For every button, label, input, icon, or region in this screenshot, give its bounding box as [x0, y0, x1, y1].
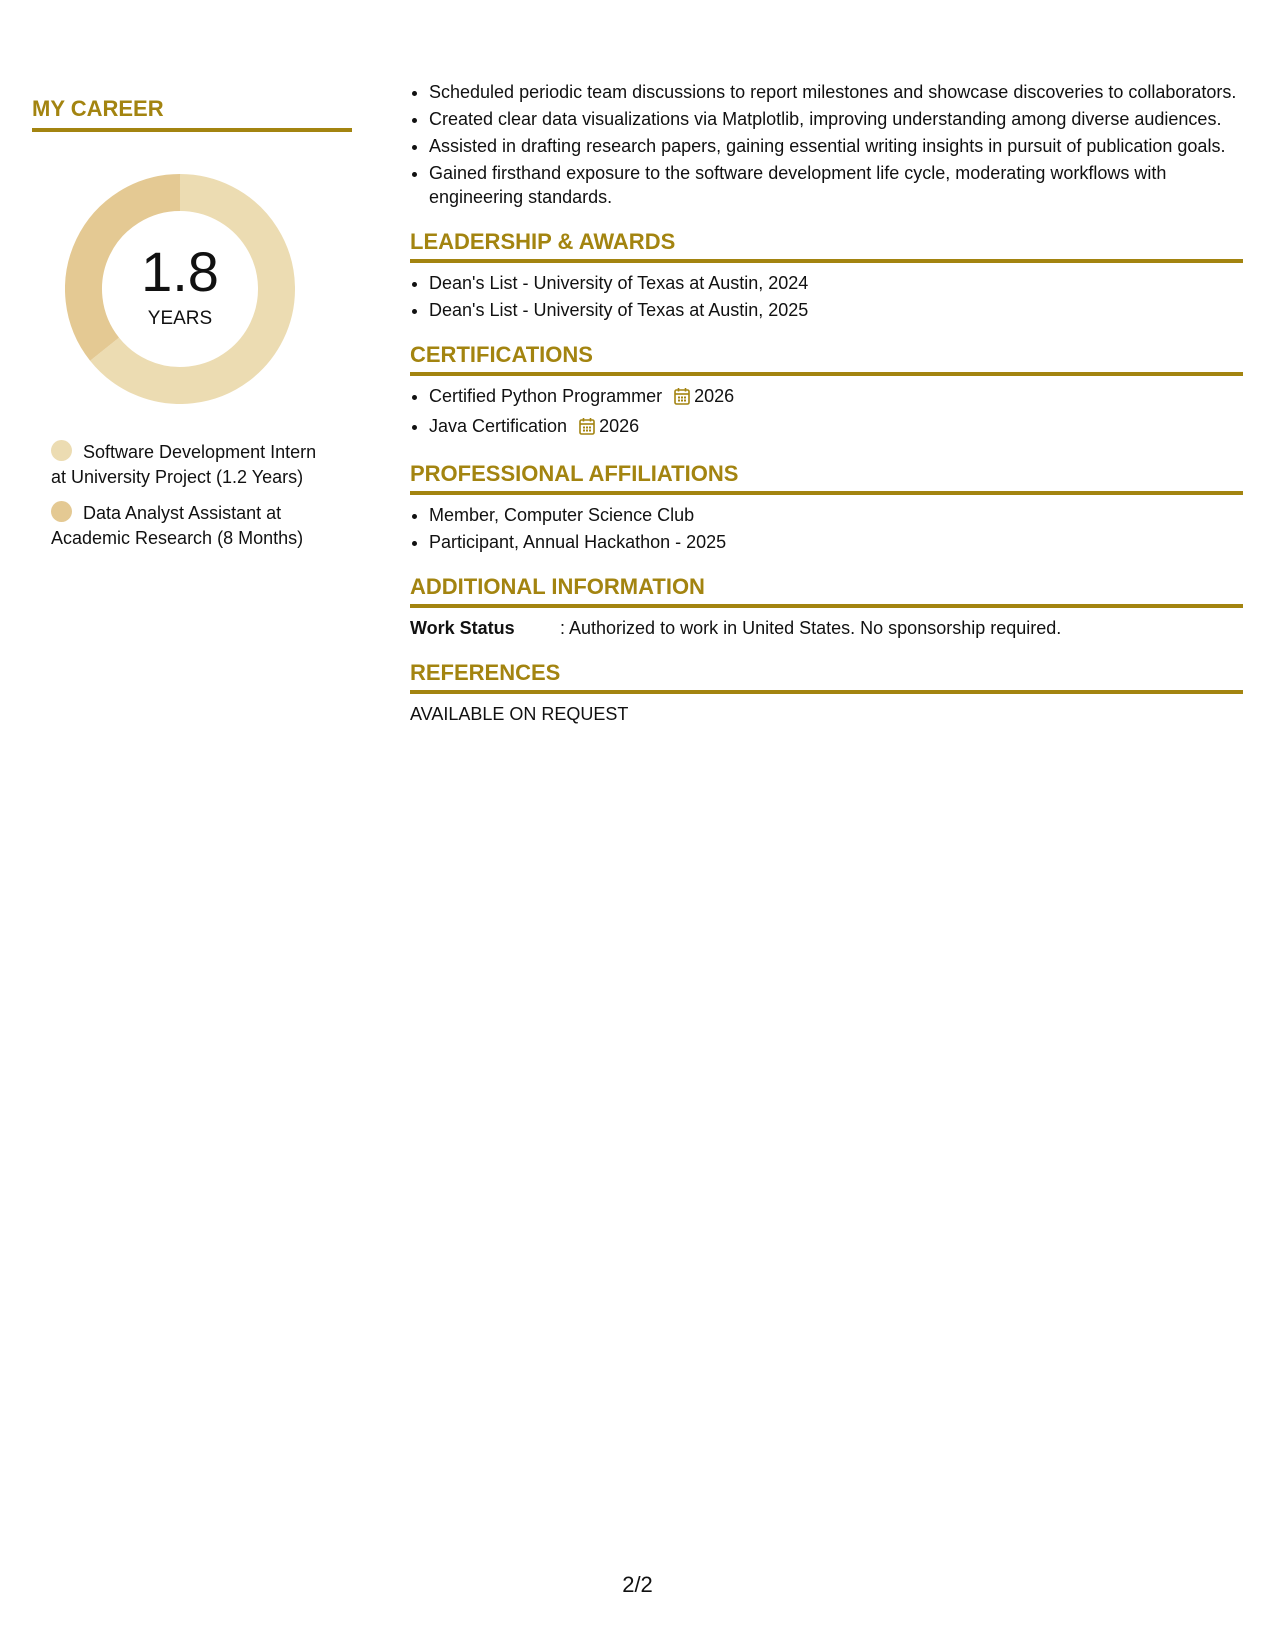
career-sidebar	[32, 96, 352, 562]
affiliation-item: • Participant, Annual Hackathon - 2025	[429, 530, 1243, 554]
total-years-value: 1.8	[141, 240, 219, 303]
certification-item	[429, 414, 1243, 441]
leadership-item: • Dean's List - University of Texas at Austin, 2024	[429, 271, 1243, 295]
certification-name: Certified Python Programmer	[429, 386, 663, 406]
legend-dot-icon	[51, 440, 72, 461]
certifications-list	[410, 384, 1243, 441]
career-legend	[32, 440, 352, 551]
references-text: AVAILABLE ON REQUEST	[410, 704, 629, 724]
legend-item	[32, 501, 321, 551]
leadership-list	[410, 271, 1243, 322]
career-donut-chart	[65, 174, 295, 404]
affiliations-list	[410, 503, 1243, 554]
certifications-section	[410, 342, 1243, 441]
legend-label: Data Analyst Assistant at Academic Research (8 Months)	[51, 503, 304, 548]
affiliation-item: • Member, Computer Science Club	[429, 503, 1243, 527]
experience-bullet-list	[410, 80, 1243, 209]
main-content	[410, 80, 1243, 726]
certification-year: 2026	[694, 386, 735, 406]
work-status-label: Work Status	[410, 618, 515, 638]
legend-dot-icon	[51, 501, 72, 522]
work-status-row	[410, 616, 1243, 640]
calendar-icon	[674, 387, 690, 411]
experience-bullet: • Assisted in drafting research papers, gaining essential writing insights in pursuit of publication goals.	[429, 134, 1243, 158]
references-section	[410, 660, 1243, 726]
affiliations-heading: PROFESSIONAL AFFILIATIONS	[410, 461, 1243, 495]
additional-info-heading: ADDITIONAL INFORMATION	[410, 574, 1243, 608]
leadership-heading: LEADERSHIP & AWARDS	[410, 229, 1243, 263]
page-number: 2/2	[622, 1572, 653, 1597]
legend-label: Software Development Intern at University Project (1.2 Years)	[51, 442, 317, 487]
additional-info-section	[410, 574, 1243, 640]
experience-bullet: • Gained firsthand exposure to the software development life cycle, moderating workflows with engineering standards.	[429, 161, 1243, 209]
experience-bullet: • Scheduled periodic team discussions to report milestones and showcase discoveries to collaborators.	[429, 80, 1243, 104]
work-status-value: : Authorized to work in United States. No sponsorship required.	[560, 618, 1062, 638]
certification-item	[429, 384, 1243, 411]
affiliations-section	[410, 461, 1243, 554]
certification-name: Java Certification	[429, 416, 568, 436]
total-years-unit: YEARS	[147, 308, 213, 329]
calendar-icon	[579, 417, 595, 441]
experience-bullet: • Created clear data visualizations via Matplotlib, improving understanding among diverse audiences.	[429, 107, 1243, 131]
donut-center	[65, 174, 295, 404]
certifications-heading: CERTIFICATIONS	[410, 342, 1243, 376]
leadership-item: • Dean's List - University of Texas at Austin, 2025	[429, 298, 1243, 322]
leadership-section	[410, 229, 1243, 322]
certification-year: 2026	[599, 416, 640, 436]
references-heading: REFERENCES	[410, 660, 1243, 694]
legend-item	[32, 440, 321, 490]
career-heading: MY CAREER	[32, 96, 352, 132]
